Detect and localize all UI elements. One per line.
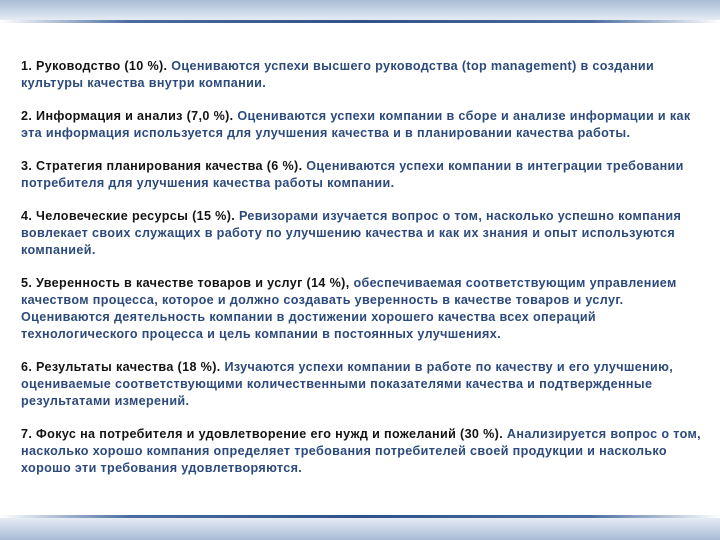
- criterion-description: Оцениваются успехи высшего руководства (top management) в создании культуры качества внутри компании.: [21, 59, 655, 90]
- criterion-item: [21, 426, 705, 477]
- criterion-item: [21, 208, 705, 259]
- top-accent-line: [0, 20, 720, 23]
- criterion-heading: 4. Человеческие ресурсы (15 %).: [21, 209, 236, 223]
- criterion-item: [21, 108, 705, 142]
- criterion-heading: 5. Уверенность в качестве товаров и услуг (14 %),: [21, 276, 350, 290]
- top-decorative-band: [0, 0, 720, 20]
- criterion-description: Изучаются успехи компании в работе по качеству и его улучшению, оцениваемые соответствующими количественными показателями качества и подтвержденные результатами измерений.: [21, 360, 674, 408]
- criterion-heading: 1. Руководство (10 %).: [21, 59, 168, 73]
- criterion-description: обеспечиваемая соответствующим управлением качеством процесса, которое и должно создавать уверенность в качестве товаров и услуг. Оцениваются деятельность компании в достижении хорошего качества всех операций технологического процесса и цель компании в постоянных улучшениях.: [21, 276, 677, 341]
- criterion-item: [21, 275, 705, 343]
- bottom-decorative-band: [0, 518, 720, 540]
- criterion-description: Оцениваются успехи компании в сборе и анализе информации и как эта информация используется для улучшения качества и в планировании качества работы.: [21, 109, 691, 140]
- criterion-heading: 6. Результаты качества (18 %).: [21, 360, 221, 374]
- criterion-heading: 2. Информация и анализ (7,0 %).: [21, 109, 234, 123]
- criterion-item: [21, 158, 705, 192]
- criterion-item: [21, 359, 705, 410]
- criterion-description: Ревизорами изучается вопрос о том, насколько успешно компания вовлекает своих служащих в работу по улучшению качества и как их знания и опыт используются компанией.: [21, 209, 682, 257]
- criterion-description: Оцениваются успехи компании в интеграции требовании потребителя для улучшения качества работы компании.: [21, 159, 684, 190]
- criterion-heading: 3. Стратегия планирования качества (6 %).: [21, 159, 303, 173]
- criteria-list: [21, 58, 705, 493]
- criterion-heading: 7. Фокус на потребителя и удовлетворение его нужд и пожеланий (30 %).: [21, 427, 504, 441]
- criterion-description: Анализируется вопрос о том, насколько хорошо компания определяет требования потребителей своей продукции и насколько хорошо эти требования удовлетворяются.: [21, 427, 701, 475]
- criterion-item: [21, 58, 705, 92]
